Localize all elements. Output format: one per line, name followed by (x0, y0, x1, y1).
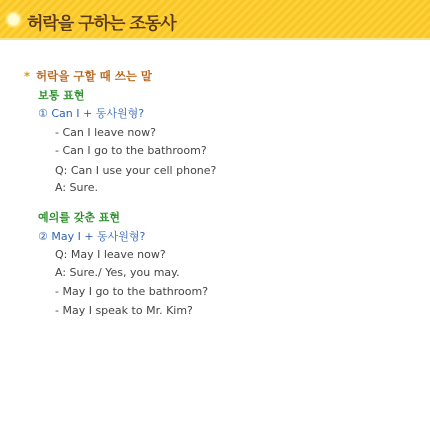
may-pattern: ② May I + 동사원형? (38, 230, 146, 243)
may-answer: A: Sure./ Yes, you may. (55, 266, 180, 279)
may-example-2: - May I speak to Mr. Kim? (55, 304, 193, 317)
may-question: Q: May I leave now? (55, 248, 166, 261)
plain-expression-heading: 보통 표현 (38, 89, 85, 102)
section-title: 허락을 구할 때 쓰는 말 (36, 69, 153, 83)
can-question: Q: Can I use your cell phone? (55, 164, 217, 177)
can-answer: A: Sure. (55, 181, 99, 194)
polite-expression-heading: 예의를 갖춘 표현 (38, 211, 121, 224)
can-pattern: ① Can I + 동사원형? (38, 107, 145, 120)
may-example-1: - May I go to the bathroom? (55, 285, 209, 298)
section-heading (24, 69, 152, 83)
star-bullet-icon: * (24, 69, 31, 83)
page-title: 허락을 구하는 조동사 (27, 14, 176, 34)
can-example-1: - Can I leave now? (55, 126, 156, 139)
can-example-2: - Can I go to the bathroom? (55, 144, 207, 157)
